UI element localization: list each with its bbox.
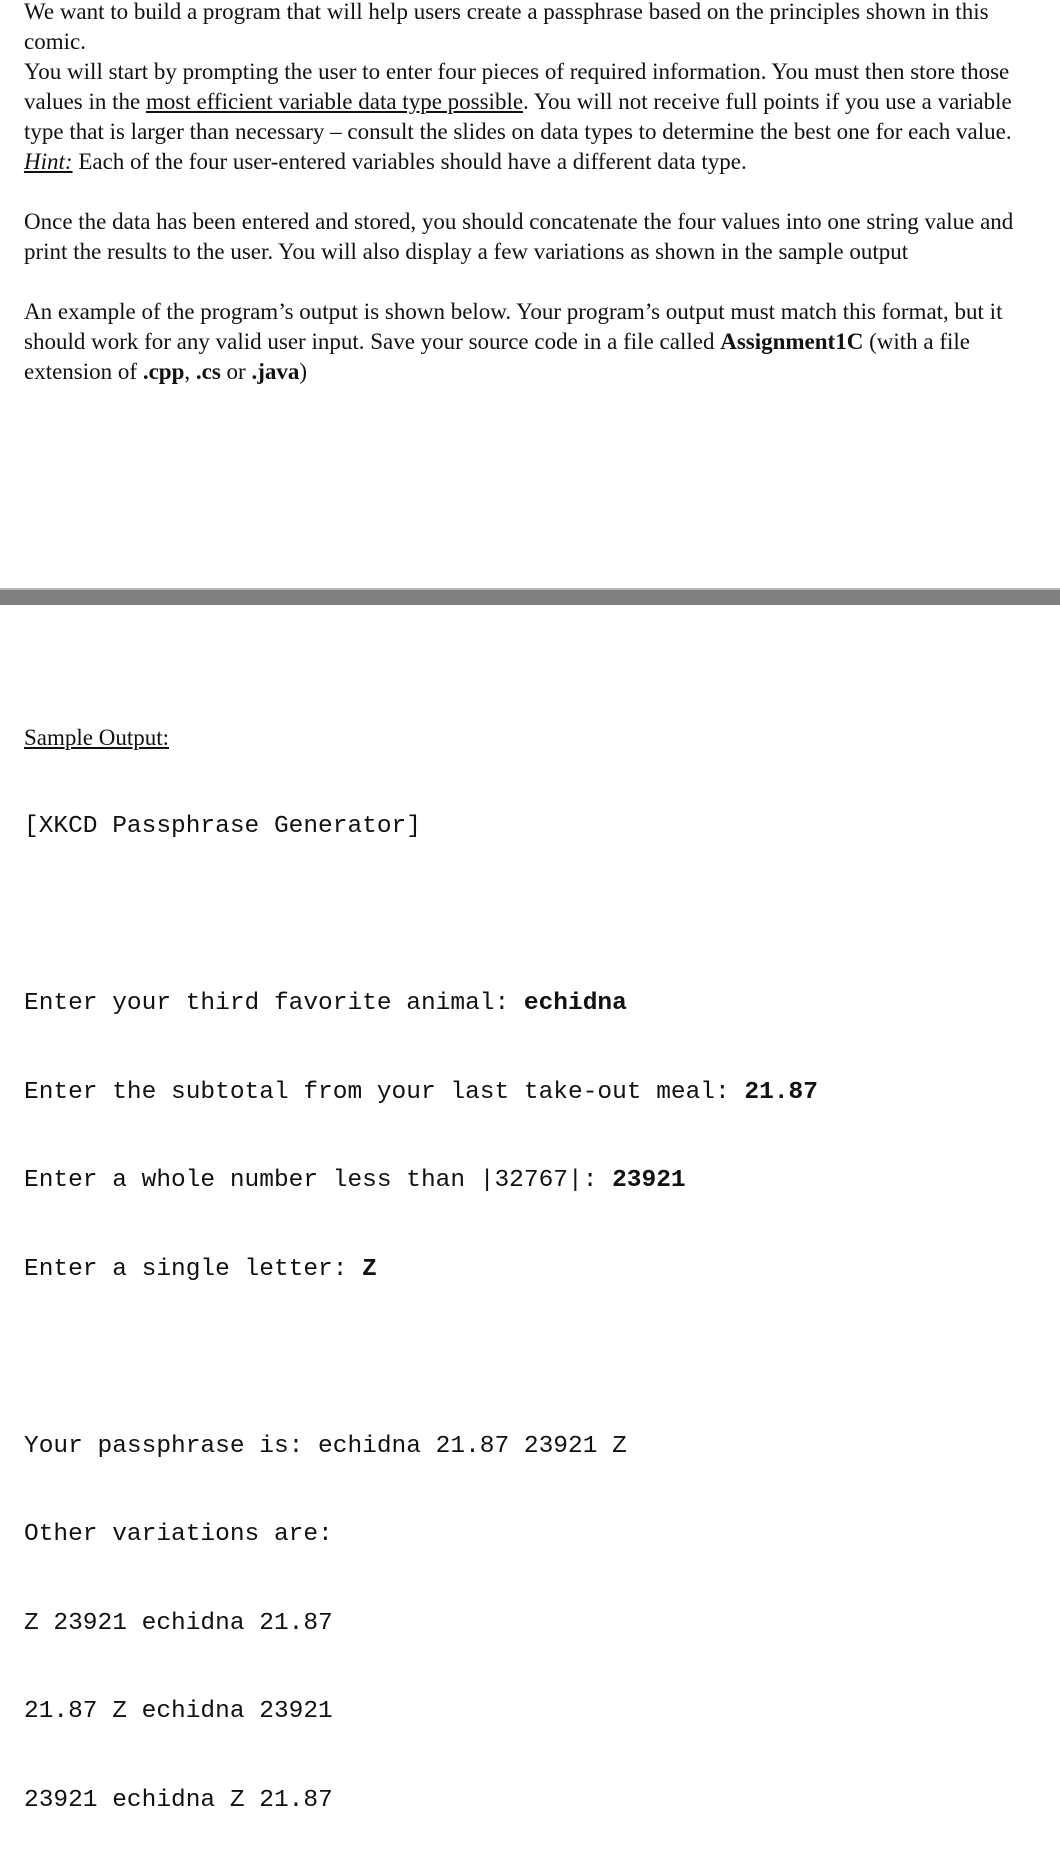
variation-line: 23921 echidna Z 21.87 [24,1786,333,1814]
console-prompt-line: Enter a whole number less than |32767|: 23921 [24,1167,686,1194]
hint-paragraph: Hint: Each of the four user-entered variables should have a different data type. [24,149,747,174]
intro-paragraph: We want to build a program that will help users create a passphrase based on the principles shown in this comic. [24,0,989,54]
assignment-instructions [24,0,1044,387]
console-output [24,753,1044,1874]
data-type-paragraph: You will start by prompting the user to enter four pieces of required information. You must then store those values in the most efficient variable data type possible. You will not receive full points if you use a variable type that is larger than necessary – consult the slides on data types to determine the best one for each value. [24,59,1012,144]
user-input: 21.87 [744,1078,818,1106]
ext-cs: .cs [195,359,221,384]
hint-label: Hint: [24,149,73,174]
variation-line: 21.87 Z echidna 23921 [24,1698,333,1725]
user-input: 23921 [612,1167,686,1194]
efficient-type-emphasis: most efficient variable data type possible [146,89,524,114]
concatenate-paragraph: Once the data has been entered and stored, you should concatenate the four values into one string value and print the results to the user. You will also display a few variations as shown in the sample output [24,209,1014,264]
sample-output-heading: Sample Output: [24,725,170,750]
ext-java: .java [251,359,300,384]
variations-label: Other variations are: [24,1521,333,1548]
output-format-paragraph: An example of the program’s output is shown below. Your program’s output must match this format, but it should work for any valid user input. Save your source code in a file called Assignment1C (with a file extension of .cpp, .cs or .java) [24,299,1003,384]
ext-cpp: .cpp [142,359,185,384]
console-prompt-line: Enter the subtotal from your last take-out meal: 21.87 [24,1078,818,1106]
console-prompt-line: Enter a single letter: Z [24,1255,377,1283]
user-input: echidna [523,990,627,1017]
variation-line: Z 23921 echidna 21.87 [24,1609,333,1637]
filename: Assignment1C [720,329,864,354]
sample-output-section [24,723,1044,1874]
console-prompt-line: Enter your third favorite animal: echidna [24,990,627,1017]
passphrase-result: Your passphrase is: echidna 21.87 23921 Z [24,1432,627,1460]
user-input: Z [362,1255,377,1283]
section-divider [0,588,1060,605]
console-title: [XKCD Passphrase Generator] [24,813,421,840]
